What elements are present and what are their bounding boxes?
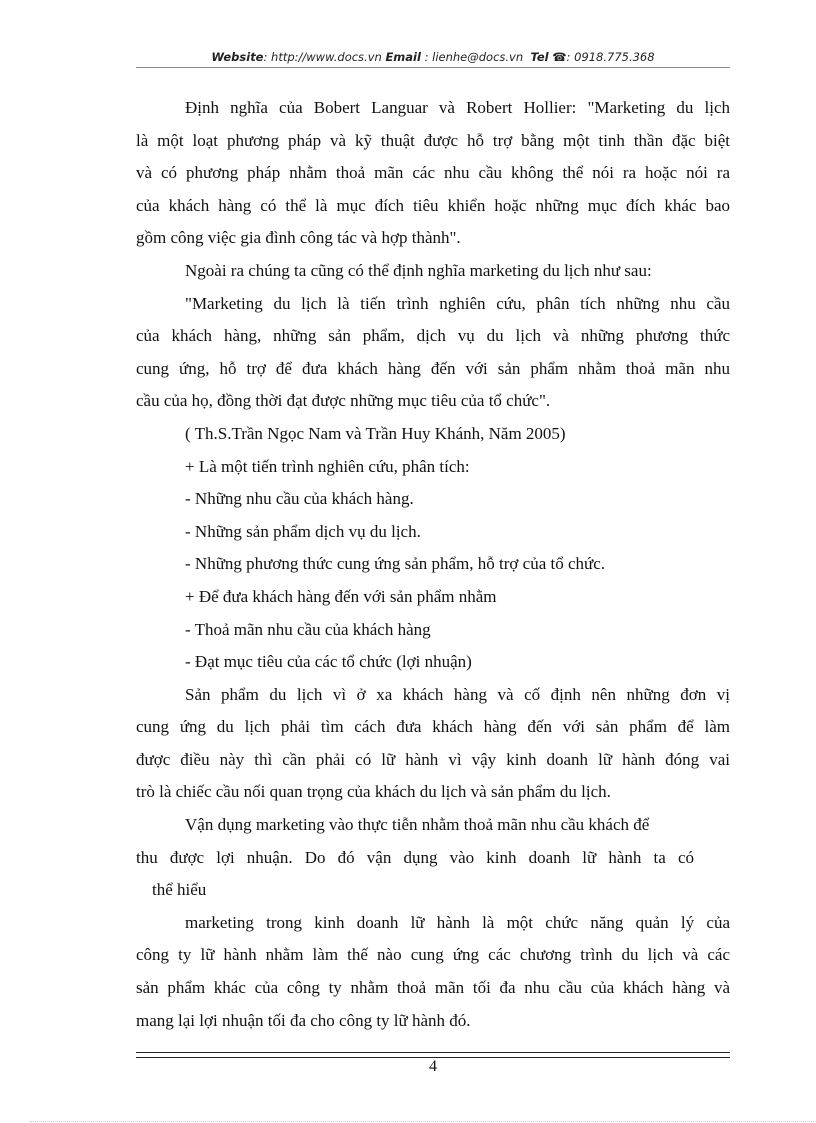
- website-label: Website: [211, 50, 264, 64]
- paragraph-line: cầu của họ, đồng thời đạt được những mục tiêu của tổ chức".: [136, 391, 551, 411]
- paragraph-line: marketing trong kinh doanh lữ hành là một chức năng quản lý của: [185, 912, 730, 932]
- paragraph-line: Ngoài ra chúng ta cũng có thể định nghĩa marketing du lịch như sau:: [185, 260, 652, 280]
- paragraph-line: của khách hàng có thể là mục đích tiêu khiển hoặc những mục đích khác bao: [136, 195, 730, 215]
- page-edge-dots: [30, 1121, 816, 1122]
- website-value: : http://www.docs.vn: [263, 50, 382, 64]
- list-item: - Những nhu cầu của khách hàng.: [185, 489, 414, 509]
- paragraph-line: trò là chiếc cầu nối quan trọng của khách du lịch và sản phẩm du lịch.: [136, 782, 611, 802]
- list-item: - Những sản phẩm dịch vụ du lịch.: [185, 521, 421, 541]
- paragraph-line: cung ứng du lịch phải tìm cách đưa khách hàng đến với sản phẩm để làm: [136, 717, 730, 737]
- paragraph-line: công ty lữ hành nhằm làm thế nào cung ứng các chương trình du lịch và các: [136, 945, 730, 965]
- tel-value: : 0918.775.368: [566, 50, 655, 64]
- citation-line: ( Th.S.Trần Ngọc Nam và Trần Huy Khánh, Năm 2005): [185, 423, 566, 443]
- page-header: [136, 50, 730, 64]
- list-item: - Đạt mục tiêu của các tổ chức (lợi nhuận): [185, 652, 472, 672]
- email-label: Email: [385, 50, 421, 64]
- paragraph-line: Vận dụng marketing vào thực tiễn nhằm thoả mãn nhu cầu khách để: [185, 815, 650, 835]
- paragraph-line: là một loạt phương pháp và kỹ thuật được hỗ trợ bằng một tinh thần đặc biệt: [136, 130, 730, 150]
- document-body: [136, 92, 730, 1037]
- paragraph-line: gồm công việc gia đình công tác và hợp thành".: [136, 228, 461, 248]
- footer-divider: [136, 1052, 730, 1053]
- list-item: - Những phương thức cung ứng sản phẩm, hỗ trợ của tổ chức.: [185, 554, 606, 574]
- tel-label: Tel: [530, 50, 549, 64]
- paragraph-line: thể hiểu: [152, 880, 207, 900]
- list-item: + Để đưa khách hàng đến với sản phẩm nhằm: [185, 586, 497, 606]
- paragraph-line: cung ứng, hỗ trợ để đưa khách hàng đến với sản phẩm nhằm thoả mãn nhu: [136, 358, 730, 378]
- paragraph-line: thu được lợi nhuận. Do đó vận dụng vào kinh doanh lữ hành ta có: [136, 847, 694, 867]
- paragraph-line: "Marketing du lịch là tiến trình nghiên cứu, phân tích những nhu cầu: [185, 293, 730, 313]
- phone-icon: ☎: [552, 50, 567, 64]
- paragraph-line: mang lại lợi nhuận tối đa cho công ty lữ hành đó.: [136, 1010, 471, 1030]
- paragraph-line: được điều này thì cần phải có lữ hành vì vậy kinh doanh lữ hành đóng vai: [136, 749, 730, 769]
- paragraph-line: và có phương pháp nhằm thoả mãn các nhu cầu không thể nói ra hoặc nói ra: [136, 163, 730, 183]
- paragraph-line: Định nghĩa của Bobert Languar và Robert Hollier: "Marketing du lịch: [185, 98, 730, 117]
- paragraph-line: sản phẩm khác của công ty nhằm thoả mãn tối đa nhu cầu của khách hàng và: [136, 978, 730, 998]
- list-item: + Là một tiến trình nghiên cứu, phân tích:: [185, 456, 470, 476]
- paragraph-line: của khách hàng, những sản phẩm, dịch vụ du lịch và những phương thức: [136, 326, 730, 346]
- page-number: 4: [429, 1058, 437, 1075]
- header-divider: [136, 67, 730, 68]
- list-item: - Thoả mãn nhu cầu của khách hàng: [185, 619, 431, 639]
- paragraph-line: Sản phẩm du lịch vì ở xa khách hàng và cố định nên những đơn vị: [185, 684, 730, 704]
- email-value: : lienhe@docs.vn: [420, 50, 524, 64]
